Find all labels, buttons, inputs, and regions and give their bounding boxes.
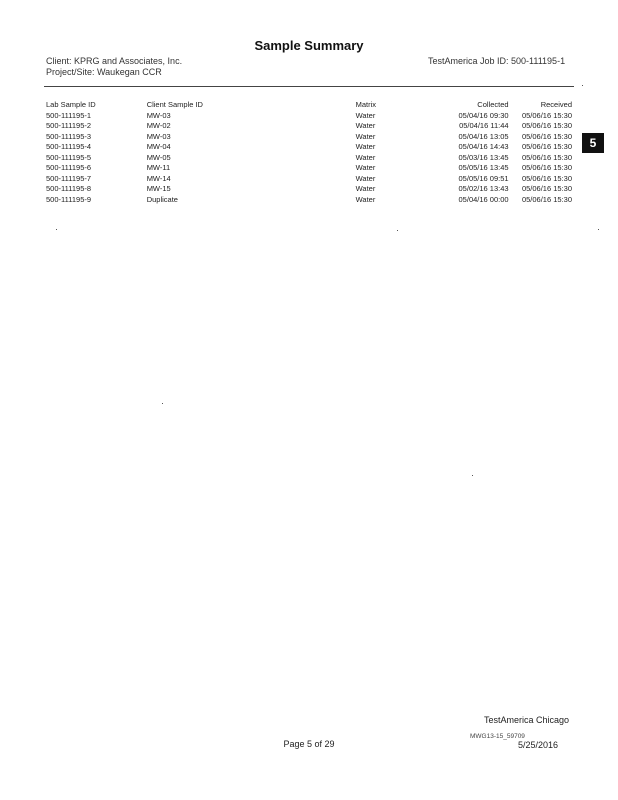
table-row [44,131,574,142]
matrix: Water [355,142,376,152]
client-sample-id: MW-03 [146,110,171,120]
received: 05/06/16 15:30 [521,184,572,194]
scan-speck [598,229,599,230]
table-row [44,142,574,153]
col-client-sample-id: Client Sample ID [146,99,203,109]
header-divider [44,86,574,87]
received: 05/06/16 15:30 [521,163,572,173]
lab-name: TestAmerica Chicago [484,715,570,725]
table-row [44,121,574,132]
collected: 05/04/16 09:30 [458,110,509,120]
received: 05/06/16 15:30 [521,173,572,183]
matrix: Water [355,184,376,194]
lab-sample-id: 500-111195-4 [46,142,92,152]
collected: 05/04/16 11:44 [459,121,509,131]
matrix: Water [355,121,376,131]
job-id: TestAmerica Job ID: 500-111195-1 [428,56,566,66]
lab-sample-id: 500-111195-1 [46,110,92,120]
scan-speck [472,475,473,476]
table-row [44,163,574,174]
col-collected: Collected [477,99,509,109]
matrix: Water [355,110,376,120]
table-row [44,110,574,121]
page-number: Page 5 of 29 [283,739,335,749]
collected: 05/05/16 09:51 [458,173,509,183]
table-header-row [44,98,574,110]
received: 05/06/16 15:30 [521,110,572,120]
scan-speck [582,85,583,86]
col-lab-sample-id: Lab Sample ID [46,99,96,109]
lab-sample-id: 500-111195-6 [46,163,92,173]
client-name: Client: KPRG and Associates, Inc. [46,56,183,66]
collected: 05/04/16 00:00 [458,194,509,204]
received: 05/06/16 15:30 [521,194,572,204]
lab-sample-id: 500-111195-7 [46,173,92,183]
client-sample-id: Duplicate [146,194,178,204]
client-sample-id: MW-15 [146,184,171,194]
collected: 05/04/16 14:43 [458,142,509,152]
lab-sample-id: 500-111195-9 [46,194,92,204]
col-matrix: Matrix [355,99,377,109]
scan-speck [162,403,163,404]
sample-table [44,98,574,205]
received: 05/06/16 15:30 [521,142,572,152]
received: 05/06/16 15:30 [521,152,572,162]
client-sample-id: MW-05 [146,152,171,162]
collected: 05/03/16 13:45 [458,152,509,162]
table-row [44,152,574,163]
table-row [44,194,574,205]
client-sample-id: MW-14 [146,173,171,183]
matrix: Water [355,173,376,183]
collected: 05/04/16 13:05 [458,131,509,141]
section-tab-marker: 5 [582,133,604,153]
lab-sample-id: 500-111195-3 [46,131,92,141]
page-title: Sample Summary [254,38,364,53]
collected: 05/02/16 13:43 [458,184,509,194]
document-code: MWG13-15_59709 [470,733,525,740]
project-site: Project/Site: Waukegan CCR [46,67,162,77]
matrix: Water [355,152,376,162]
matrix: Water [355,163,376,173]
matrix: Water [355,194,376,204]
lab-sample-id: 500-111195-5 [46,152,92,162]
client-sample-id: MW-11 [146,163,171,173]
client-sample-id: MW-03 [146,131,171,141]
scan-speck [397,230,398,231]
matrix: Water [355,131,376,141]
scan-speck [56,229,57,230]
lab-sample-id: 500-111195-8 [46,184,92,194]
lab-sample-id: 500-111195-2 [46,121,92,131]
client-sample-id: MW-02 [146,121,171,131]
table-row [44,184,574,195]
print-date: 5/25/2016 [518,740,559,750]
received: 05/06/16 15:30 [521,131,572,141]
client-sample-id: MW-04 [146,142,171,152]
table-row [44,173,574,184]
collected: 05/05/16 13:45 [458,163,509,173]
received: 05/06/16 15:30 [521,121,572,131]
col-received: Received [540,99,572,109]
